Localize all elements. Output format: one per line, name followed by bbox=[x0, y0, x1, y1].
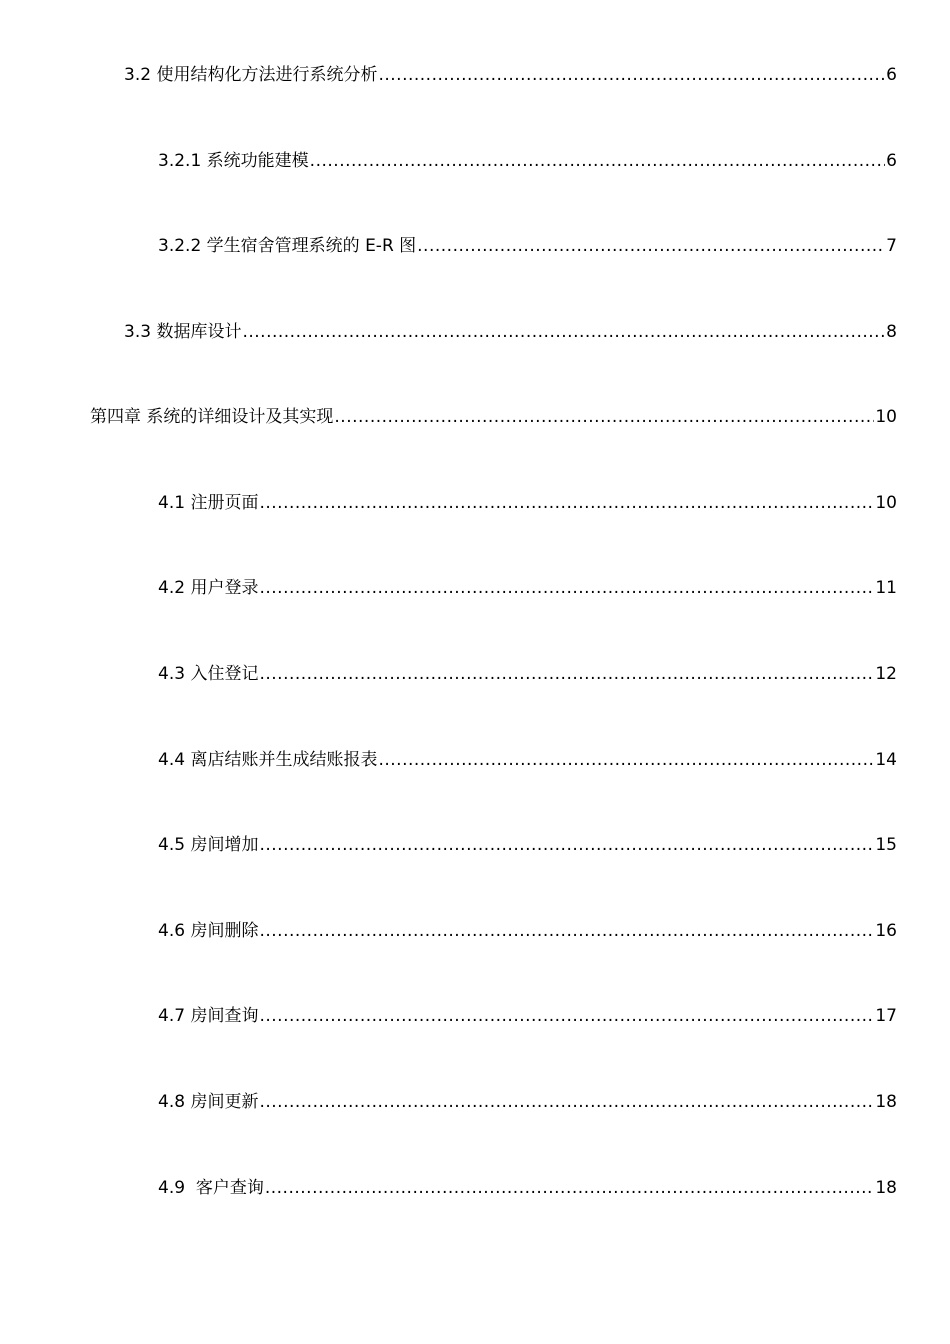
dot-leader bbox=[259, 1091, 874, 1113]
toc-entry[interactable] bbox=[158, 1091, 897, 1113]
dot-leader bbox=[334, 406, 874, 428]
toc-entry-title: 4.3 入住登记 bbox=[158, 664, 259, 684]
dot-leader bbox=[242, 321, 885, 343]
toc-entry[interactable] bbox=[158, 749, 897, 771]
toc-entry[interactable] bbox=[158, 150, 897, 172]
toc-entry-page-number: 6 bbox=[886, 65, 897, 85]
toc-entry-title: 4.9 客户查询 bbox=[158, 1178, 264, 1198]
dot-leader bbox=[310, 150, 886, 172]
toc-entry-title: 4.8 房间更新 bbox=[158, 1092, 259, 1112]
toc-entry-page-number: 11 bbox=[875, 578, 897, 598]
toc-entry-page-number: 8 bbox=[886, 322, 897, 342]
toc-entry[interactable] bbox=[124, 321, 897, 343]
dot-leader bbox=[259, 492, 874, 514]
toc-chapter-entry[interactable] bbox=[90, 406, 897, 428]
dot-leader bbox=[259, 834, 874, 856]
toc-entry[interactable] bbox=[158, 577, 897, 599]
toc-entry[interactable] bbox=[158, 920, 897, 942]
toc-entry[interactable] bbox=[124, 64, 897, 86]
dot-leader bbox=[259, 663, 874, 685]
dot-leader bbox=[259, 1005, 874, 1027]
toc-entry-page-number: 7 bbox=[886, 236, 897, 256]
dot-leader bbox=[265, 1177, 875, 1199]
toc-entry-title: 3.2 使用结构化方法进行系统分析 bbox=[124, 65, 378, 85]
dot-leader bbox=[378, 749, 874, 771]
toc-entry-page-number: 16 bbox=[875, 921, 897, 941]
toc-entry-page-number: 6 bbox=[886, 151, 897, 171]
toc-entry-title: 3.2.1 系统功能建模 bbox=[158, 151, 309, 171]
dot-leader bbox=[378, 64, 885, 86]
dot-leader bbox=[259, 577, 874, 599]
toc-entry[interactable] bbox=[158, 834, 897, 856]
toc-entry-page-number: 10 bbox=[875, 493, 897, 513]
toc-entry-page-number: 18 bbox=[875, 1178, 897, 1198]
toc-entry[interactable] bbox=[158, 663, 897, 685]
toc-entry-page-number: 15 bbox=[875, 835, 897, 855]
dot-leader bbox=[417, 235, 885, 257]
toc-entry-page-number: 17 bbox=[875, 1006, 897, 1026]
toc-entry-title: 4.1 注册页面 bbox=[158, 493, 259, 513]
toc-entry-title: 第四章 系统的详细设计及其实现 bbox=[90, 407, 334, 427]
toc-entry-title: 4.5 房间增加 bbox=[158, 835, 259, 855]
toc-entry-title: 4.2 用户登录 bbox=[158, 578, 259, 598]
toc-entry-page-number: 10 bbox=[875, 407, 897, 427]
toc-entry[interactable] bbox=[158, 492, 897, 514]
toc-entry-page-number: 14 bbox=[875, 750, 897, 770]
toc-entry-title: 3.3 数据库设计 bbox=[124, 322, 242, 342]
dot-leader bbox=[259, 920, 874, 942]
toc-entry-title: 3.2.2 学生宿舍管理系统的 E-R 图 bbox=[158, 236, 417, 256]
toc-entry[interactable] bbox=[158, 235, 897, 257]
toc-entry-title: 4.7 房间查询 bbox=[158, 1006, 259, 1026]
toc-entry[interactable] bbox=[158, 1177, 897, 1199]
toc-entry-title: 4.4 离店结账并生成结账报表 bbox=[158, 750, 378, 770]
toc-entry-page-number: 18 bbox=[875, 1092, 897, 1112]
toc-entry-page-number: 12 bbox=[875, 664, 897, 684]
toc-entry[interactable] bbox=[158, 1005, 897, 1027]
toc-entry-title: 4.6 房间删除 bbox=[158, 921, 259, 941]
